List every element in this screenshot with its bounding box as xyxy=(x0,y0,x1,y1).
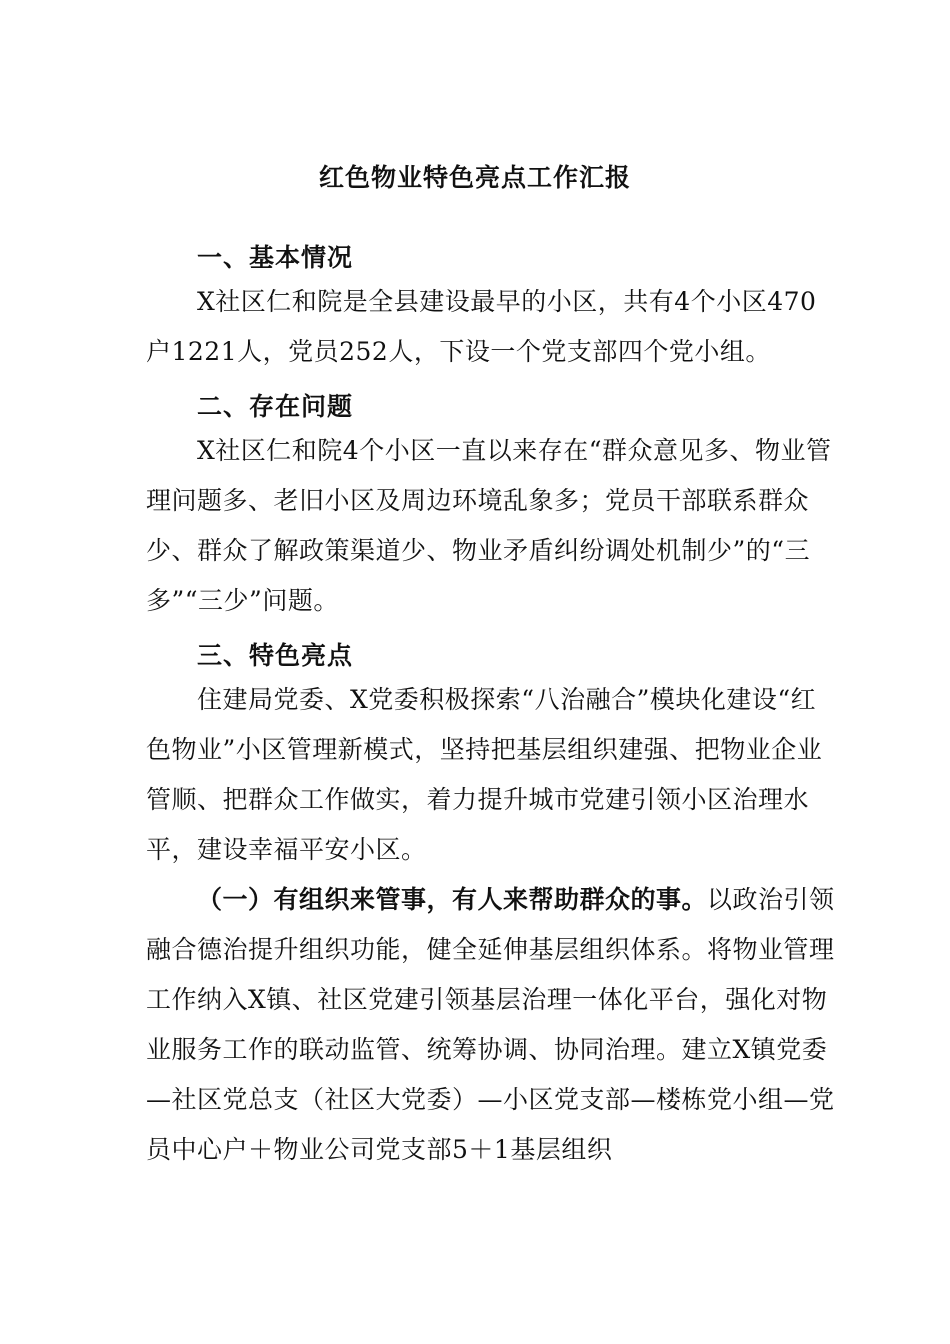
document-title: 红色物业特色亮点工作汇报 xyxy=(318,163,631,192)
section-paragraph-basic-info: X社区仁和院是全县建设最早的小区，共有4个小区470户1221人，党员252人，下设一个党支部四个党小组。 xyxy=(146,287,817,366)
section-heading-problems: 二、存在问题 xyxy=(197,392,354,421)
section-paragraph-problems: X社区仁和院4个小区一直以来存在“群众意见多、物业管理问题多、老旧小区及周边环境乱象多；党员干部联系群众少、群众了解政策渠道少、物业矛盾纠纷调处机制少”的“三多”“三少”问题。 xyxy=(146,436,832,615)
section-heading-highlights: 三、特色亮点 xyxy=(197,641,354,670)
subsection-paragraph xyxy=(146,875,836,1175)
section-paragraph-highlights: 住建局党委、X党委积极探索“八治融合”模块化建设“红色物业”小区管理新模式，坚持把基层组织建强、把物业企业管顺、把群众工作做实，着力提升城市党建引领小区治理水平，建设幸福平安小区。 xyxy=(146,685,823,864)
section-heading-basic-info: 一、基本情况 xyxy=(197,243,354,272)
subsection-lead: （一）有组织来管事，有人来帮助群众的事。 xyxy=(197,885,708,914)
subsection-body: 以政治引领融合德治提升组织功能，健全延伸基层组织体系。将物业管理工作纳入X镇、社区党建引领基层治理一体化平台，强化对物业服务工作的联动监管、统筹协调、协同治理。建立X镇党委—社区党总支（社区大党委）—小区党支部—楼栋党小组—党员中心户＋物业公司党支部5＋1基层组织 xyxy=(146,885,835,1164)
